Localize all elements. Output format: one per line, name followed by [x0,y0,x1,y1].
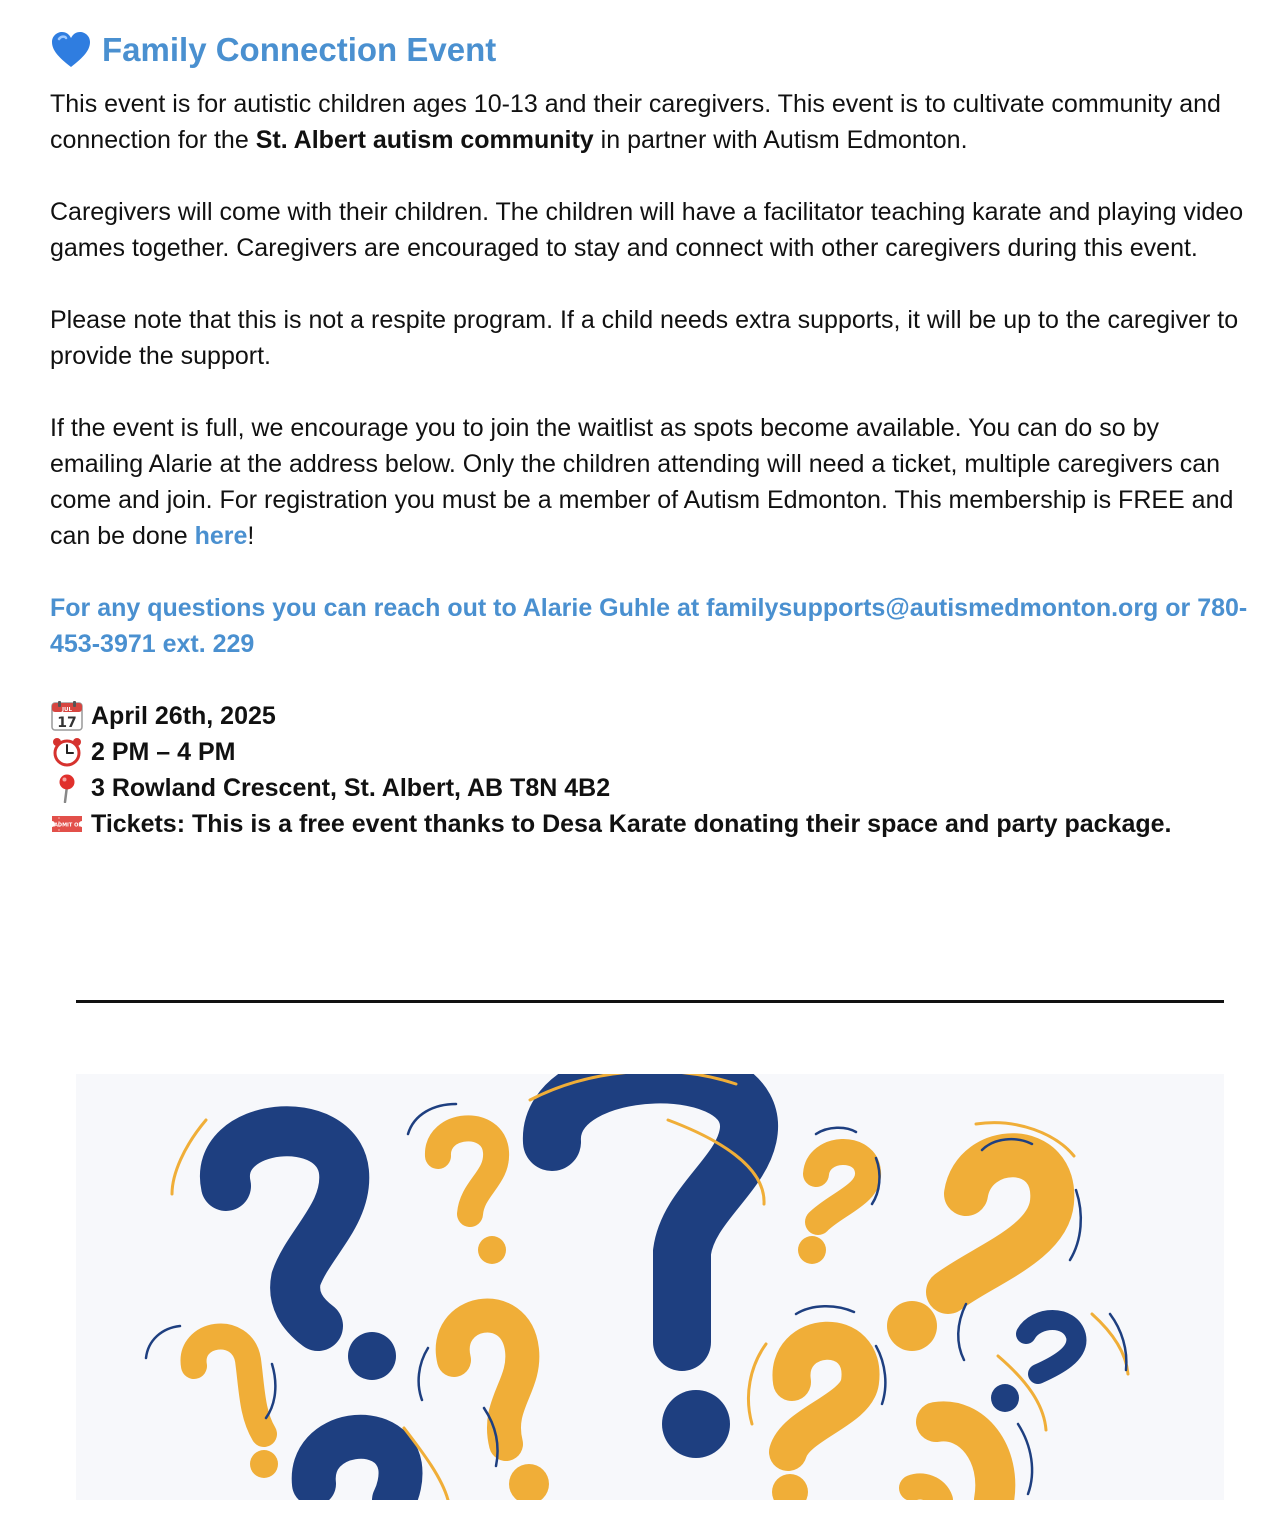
event-content [50,28,1256,842]
calendar-icon [50,701,84,731]
event-title-text: Family Connection Event [102,31,497,68]
waitlist-paragraph [50,410,1256,554]
alarm-clock-icon [50,737,84,767]
event-location: 3 Rowland Crescent, St. Albert, AB T8N 4B2 [91,774,611,802]
waitlist-text: If the event is full, we encourage you to join the waitlist as spots become available. You can do so by emailing Alarie at the address below. Only the children attending will need a ticket, multiple caregivers can come and join. For registration you must be a member of Autism Edmonton. This membership is FREE and can be done [50,414,1234,550]
event-date: April 26th, 2025 [91,702,276,730]
waitlist-end: ! [247,522,255,550]
event-details [50,698,1256,842]
detail-location [50,770,1256,806]
contact-info: For any questions you can reach out to Alarie Guhle at familysupports@autismedmonton.org or 780-453-3971 ext. 229 [50,594,1248,658]
question-marks-graphic [76,1074,1224,1500]
respite-note-paragraph: Please note that this is not a respite program. If a child needs extra supports, it will be up to the caregiver to provide the support. [50,306,1239,370]
question-marks-illustration [76,1074,1224,1500]
detail-tickets [50,806,1256,842]
intro-paragraph [50,86,1256,158]
ticket-stub-text: ADMIT ONE [54,822,84,829]
intro-text-2: in partner with Autism Edmonton. [593,126,968,154]
calendar-day-text: 17 [57,715,77,731]
event-tickets: Tickets: This is a free event thanks to Desa Karate donating their space and party package. [91,810,1172,838]
blue-heart-icon [50,30,92,70]
event-time: 2 PM – 4 PM [91,738,236,766]
caregivers-paragraph: Caregivers will come with their children. The children will have a facilitator teaching karate and playing video games together. Caregivers are encouraged to stay and connect with other caregivers during this event. [50,198,1244,262]
admission-ticket-icon [50,809,84,839]
intro-bold-community: St. Albert autism community [255,126,594,154]
event-title [50,28,1256,72]
map-pin-icon [50,773,84,803]
detail-time [50,734,1256,770]
divider-line [76,1000,1224,1003]
intro-text-1: This event is for autistic children ages 10-13 and their caregivers. This event is to cultivate community and connection for the [50,90,1221,154]
calendar-month-text: JUL [61,707,73,713]
membership-here-link[interactable]: here [194,522,248,550]
detail-date [50,698,1256,734]
